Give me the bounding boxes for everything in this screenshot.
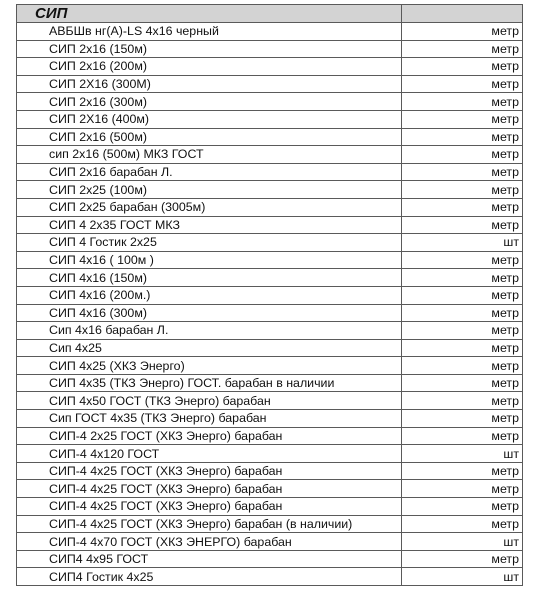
table-body <box>17 5 523 586</box>
unit-cell: метр <box>402 93 523 111</box>
table-row <box>17 40 523 58</box>
product-name-cell: СИП 2х25 барабан (3005м) <box>17 198 402 216</box>
table-row <box>17 23 523 41</box>
unit-cell: шт <box>402 445 523 463</box>
table-row <box>17 410 523 428</box>
unit-cell: метр <box>402 550 523 568</box>
product-name-cell: сип 2х16 (500м) МКЗ ГОСТ <box>17 146 402 164</box>
unit-cell: метр <box>402 146 523 164</box>
unit-cell: метр <box>402 515 523 533</box>
unit-cell: метр <box>402 410 523 428</box>
table-row <box>17 198 523 216</box>
product-name-cell: СИП4 4х95 ГОСТ <box>17 550 402 568</box>
unit-cell: метр <box>402 322 523 340</box>
unit-cell: метр <box>402 251 523 269</box>
table-row <box>17 445 523 463</box>
unit-cell: метр <box>402 427 523 445</box>
table-row <box>17 181 523 199</box>
unit-cell: метр <box>402 374 523 392</box>
table-row <box>17 533 523 551</box>
unit-cell: шт <box>402 234 523 252</box>
product-name-cell: СИП 4х16 (200м.) <box>17 286 402 304</box>
product-name-cell: Сип ГОСТ 4х35 (ТКЗ Энерго) барабан <box>17 410 402 428</box>
product-name-cell: Сип 4х25 <box>17 339 402 357</box>
table-row <box>17 58 523 76</box>
unit-cell: метр <box>402 304 523 322</box>
product-name-cell: СИП-4 4х120 ГОСТ <box>17 445 402 463</box>
unit-cell: метр <box>402 198 523 216</box>
product-name-cell: СИП 2Х16 (400м) <box>17 110 402 128</box>
table-row <box>17 480 523 498</box>
unit-cell: метр <box>402 339 523 357</box>
product-name-cell: СИП 2х16 барабан Л. <box>17 163 402 181</box>
table-row <box>17 216 523 234</box>
product-name-cell: СИП 2х16 (150м) <box>17 40 402 58</box>
table-row <box>17 128 523 146</box>
table-row <box>17 269 523 287</box>
unit-cell: метр <box>402 128 523 146</box>
unit-cell: метр <box>402 498 523 516</box>
product-name-cell: СИП 2х16 (500м) <box>17 128 402 146</box>
unit-cell: шт <box>402 568 523 586</box>
product-name-cell: СИП 4 Гостик 2х25 <box>17 234 402 252</box>
table-row <box>17 110 523 128</box>
table-row <box>17 339 523 357</box>
unit-cell: метр <box>402 110 523 128</box>
unit-cell: метр <box>402 23 523 41</box>
table-row <box>17 286 523 304</box>
table-row <box>17 392 523 410</box>
table-row <box>17 357 523 375</box>
product-name-cell: АВБШв нг(А)-LS 4х16 черный <box>17 23 402 41</box>
unit-cell: метр <box>402 75 523 93</box>
table-header-empty-cell <box>402 5 523 23</box>
product-name-cell: СИП-4 4х25 ГОСТ (ХКЗ Энерго) барабан (в наличии) <box>17 515 402 533</box>
table-row <box>17 304 523 322</box>
table-row <box>17 234 523 252</box>
product-name-cell: СИП-4 4х25 ГОСТ (ХКЗ Энерго) барабан <box>17 462 402 480</box>
product-name-cell: Сип 4х16 барабан Л. <box>17 322 402 340</box>
table-row <box>17 146 523 164</box>
table-row <box>17 163 523 181</box>
product-name-cell: СИП 2х16 (300м) <box>17 93 402 111</box>
table-row <box>17 427 523 445</box>
unit-cell: метр <box>402 462 523 480</box>
unit-cell: метр <box>402 392 523 410</box>
product-name-cell: СИП 2х16 (200м) <box>17 58 402 76</box>
unit-cell: метр <box>402 163 523 181</box>
table-header-row <box>17 5 523 23</box>
table-row <box>17 568 523 586</box>
product-name-cell: СИП 4х16 ( 100м ) <box>17 251 402 269</box>
table-row <box>17 75 523 93</box>
unit-cell: метр <box>402 181 523 199</box>
product-name-cell: СИП 4 2х35 ГОСТ МКЗ <box>17 216 402 234</box>
product-name-cell: СИП4 Гостик 4х25 <box>17 568 402 586</box>
product-name-cell: СИП 4х16 (150м) <box>17 269 402 287</box>
product-name-cell: СИП-4 4х25 ГОСТ (ХКЗ Энерго) барабан <box>17 480 402 498</box>
unit-cell: метр <box>402 357 523 375</box>
product-name-cell: СИП-4 4х25 ГОСТ (ХКЗ Энерго) барабан <box>17 498 402 516</box>
product-table <box>16 4 523 586</box>
product-name-cell: СИП-4 2х25 ГОСТ (ХКЗ Энерго) барабан <box>17 427 402 445</box>
table-row <box>17 515 523 533</box>
unit-cell: метр <box>402 40 523 58</box>
unit-cell: метр <box>402 269 523 287</box>
product-name-cell: СИП 2х25 (100м) <box>17 181 402 199</box>
table-row <box>17 462 523 480</box>
product-name-cell: СИП 4х16 (300м) <box>17 304 402 322</box>
unit-cell: метр <box>402 216 523 234</box>
table-row <box>17 374 523 392</box>
unit-cell: метр <box>402 286 523 304</box>
product-name-cell: СИП-4 4х70 ГОСТ (ХКЗ ЭНЕРГО) барабан <box>17 533 402 551</box>
table-row <box>17 498 523 516</box>
unit-cell: шт <box>402 533 523 551</box>
unit-cell: метр <box>402 480 523 498</box>
table-row <box>17 251 523 269</box>
table-row <box>17 550 523 568</box>
table-title: СИП <box>17 5 402 23</box>
product-name-cell: СИП 2Х16 (300М) <box>17 75 402 93</box>
product-name-cell: СИП 4х50 ГОСТ (ТКЗ Энерго) барабан <box>17 392 402 410</box>
product-name-cell: СИП 4х35 (ТКЗ Энерго) ГОСТ. барабан в наличии <box>17 374 402 392</box>
table-row <box>17 93 523 111</box>
table-row <box>17 322 523 340</box>
product-name-cell: СИП 4х25 (ХКЗ Энерго) <box>17 357 402 375</box>
unit-cell: метр <box>402 58 523 76</box>
